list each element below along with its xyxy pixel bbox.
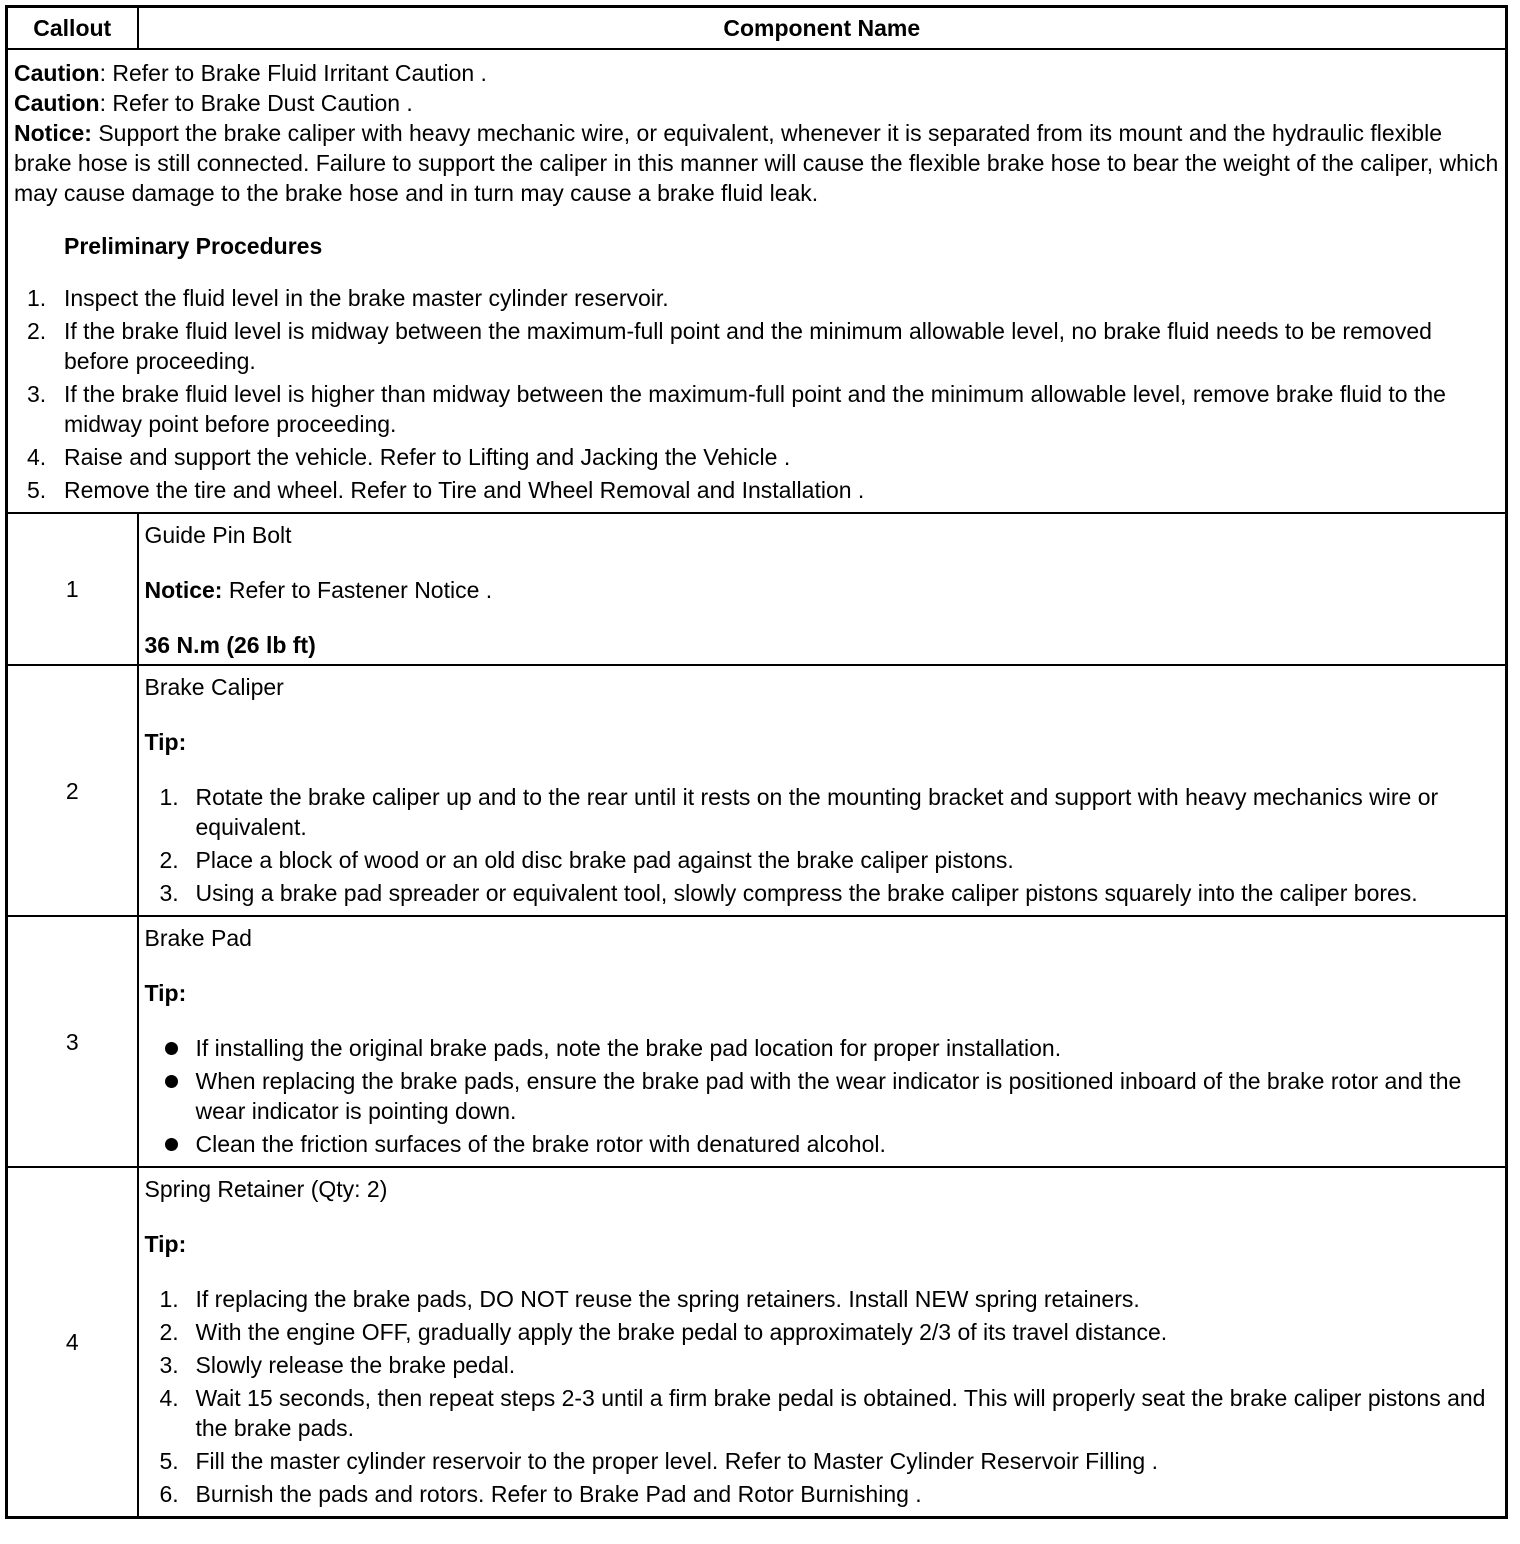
caution-1-text: : Refer to Brake Fluid Irritant Caution . [99,60,487,86]
list-item: 3. If the brake fluid level is higher than midway between the maximum-full point and the minimum allowable level, remove brake fluid to the midway point before proceeding. [27,381,1446,437]
tip-list [145,1033,1500,1159]
header-row [7,7,1507,50]
bullet-icon [165,1042,178,1055]
callout-number: 4 [7,1167,138,1518]
component-name: Spring Retainer (Qty: 2) [144,1176,388,1202]
tip-label: Tip: [144,980,187,1006]
list-item: If installing the original brake pads, note the brake pad location for proper installation. [145,1033,1500,1063]
list-item: Clean the friction surfaces of the brake rotor with denatured alcohol. [145,1129,1500,1159]
list-item: 4. Raise and support the vehicle. Refer to Lifting and Jacking the Vehicle . [27,444,791,470]
component-cell [138,513,1507,665]
callout-number: 1 [7,513,138,665]
table-row [7,513,1507,665]
tip-list [145,1284,1500,1509]
list-item: 6. Burnish the pads and rotors. Refer to Brake Pad and Rotor Burnishing . [159,1481,922,1507]
bullet-icon [165,1138,178,1151]
tip-label: Tip: [144,729,187,755]
component-cell [138,665,1507,916]
notice-text: Support the brake caliper with heavy mechanic wire, or equivalent, whenever it is separated from its mount and the hydraulic flexible brake hose is still connected. Failure to support the caliper in this manner will cause the flexible brake hose to bear the weight of the caliper, which may cause damage to the brake hose and in turn may cause a brake fluid leak. [14,120,1499,206]
preliminary-steps [14,283,1499,505]
list-item: 3. Using a brake pad spreader or equivalent tool, slowly compress the brake caliper pistons squarely into the caliper bores. [159,880,1418,906]
caution-1-label: Caution [14,60,100,86]
header-component-name: Component Name [138,7,1507,50]
list-item: When replacing the brake pads, ensure the brake pad with the wear indicator is positioned inboard of the brake rotor and the wear indicator is pointing down. [145,1066,1500,1126]
table-row [7,1167,1507,1518]
header-callout: Callout [7,7,138,50]
list-item: 1. If replacing the brake pads, DO NOT reuse the spring retainers. Install NEW spring retainers. [159,1286,1140,1312]
component-cell [138,1167,1507,1518]
table-row [7,665,1507,916]
preliminary-procedures-title: Preliminary Procedures [64,233,323,259]
notice [14,118,1499,208]
component-name: Brake Pad [144,925,252,951]
list-item: 3. Slowly release the brake pedal. [159,1352,516,1378]
list-item: 2. If the brake fluid level is midway between the maximum-full point and the minimum allowable level, no brake fluid needs to be removed before proceeding. [27,318,1432,374]
component-table [5,5,1508,1519]
list-item: 2. Place a block of wood or an old disc brake pad against the brake caliper pistons. [159,847,1014,873]
caution-2-label: Caution [14,90,100,116]
caution-1 [14,58,1499,88]
list-item: 1. Rotate the brake caliper up and to the rear until it rests on the mounting bracket and support with heavy mechanics wire or equivalent. [159,784,1439,840]
torque-spec: 36 N.m (26 lb ft) [144,632,316,658]
intro-row [7,49,1507,513]
list-item: 5. Remove the tire and wheel. Refer to Tire and Wheel Removal and Installation . [27,477,865,503]
intro-cell [7,49,1507,513]
callout-number: 2 [7,665,138,916]
callout-number: 3 [7,916,138,1167]
component-name: Brake Caliper [144,674,284,700]
list-item: 5. Fill the master cylinder reservoir to the proper level. Refer to Master Cylinder Reservoir Filling . [159,1448,1158,1474]
tip-label: Tip: [144,1231,187,1257]
caution-2 [14,88,1499,118]
notice-label: Notice: [14,120,92,146]
component-cell [138,916,1507,1167]
list-item: 4. Wait 15 seconds, then repeat steps 2-3 until a firm brake pedal is obtained. This will properly seat the brake caliper pistons and the brake pads. [159,1385,1486,1441]
component-name: Guide Pin Bolt [144,522,292,548]
bullet-icon [165,1075,178,1088]
caution-2-text: : Refer to Brake Dust Caution . [99,90,413,116]
tip-list [145,782,1500,908]
list-item: 1. Inspect the fluid level in the brake master cylinder reservoir. [27,285,669,311]
component-notice: Notice: Refer to Fastener Notice . [144,577,493,603]
list-item: 2. With the engine OFF, gradually apply the brake pedal to approximately 2/3 of its travel distance. [159,1319,1168,1345]
table-row [7,916,1507,1167]
document-page [5,5,1508,1519]
